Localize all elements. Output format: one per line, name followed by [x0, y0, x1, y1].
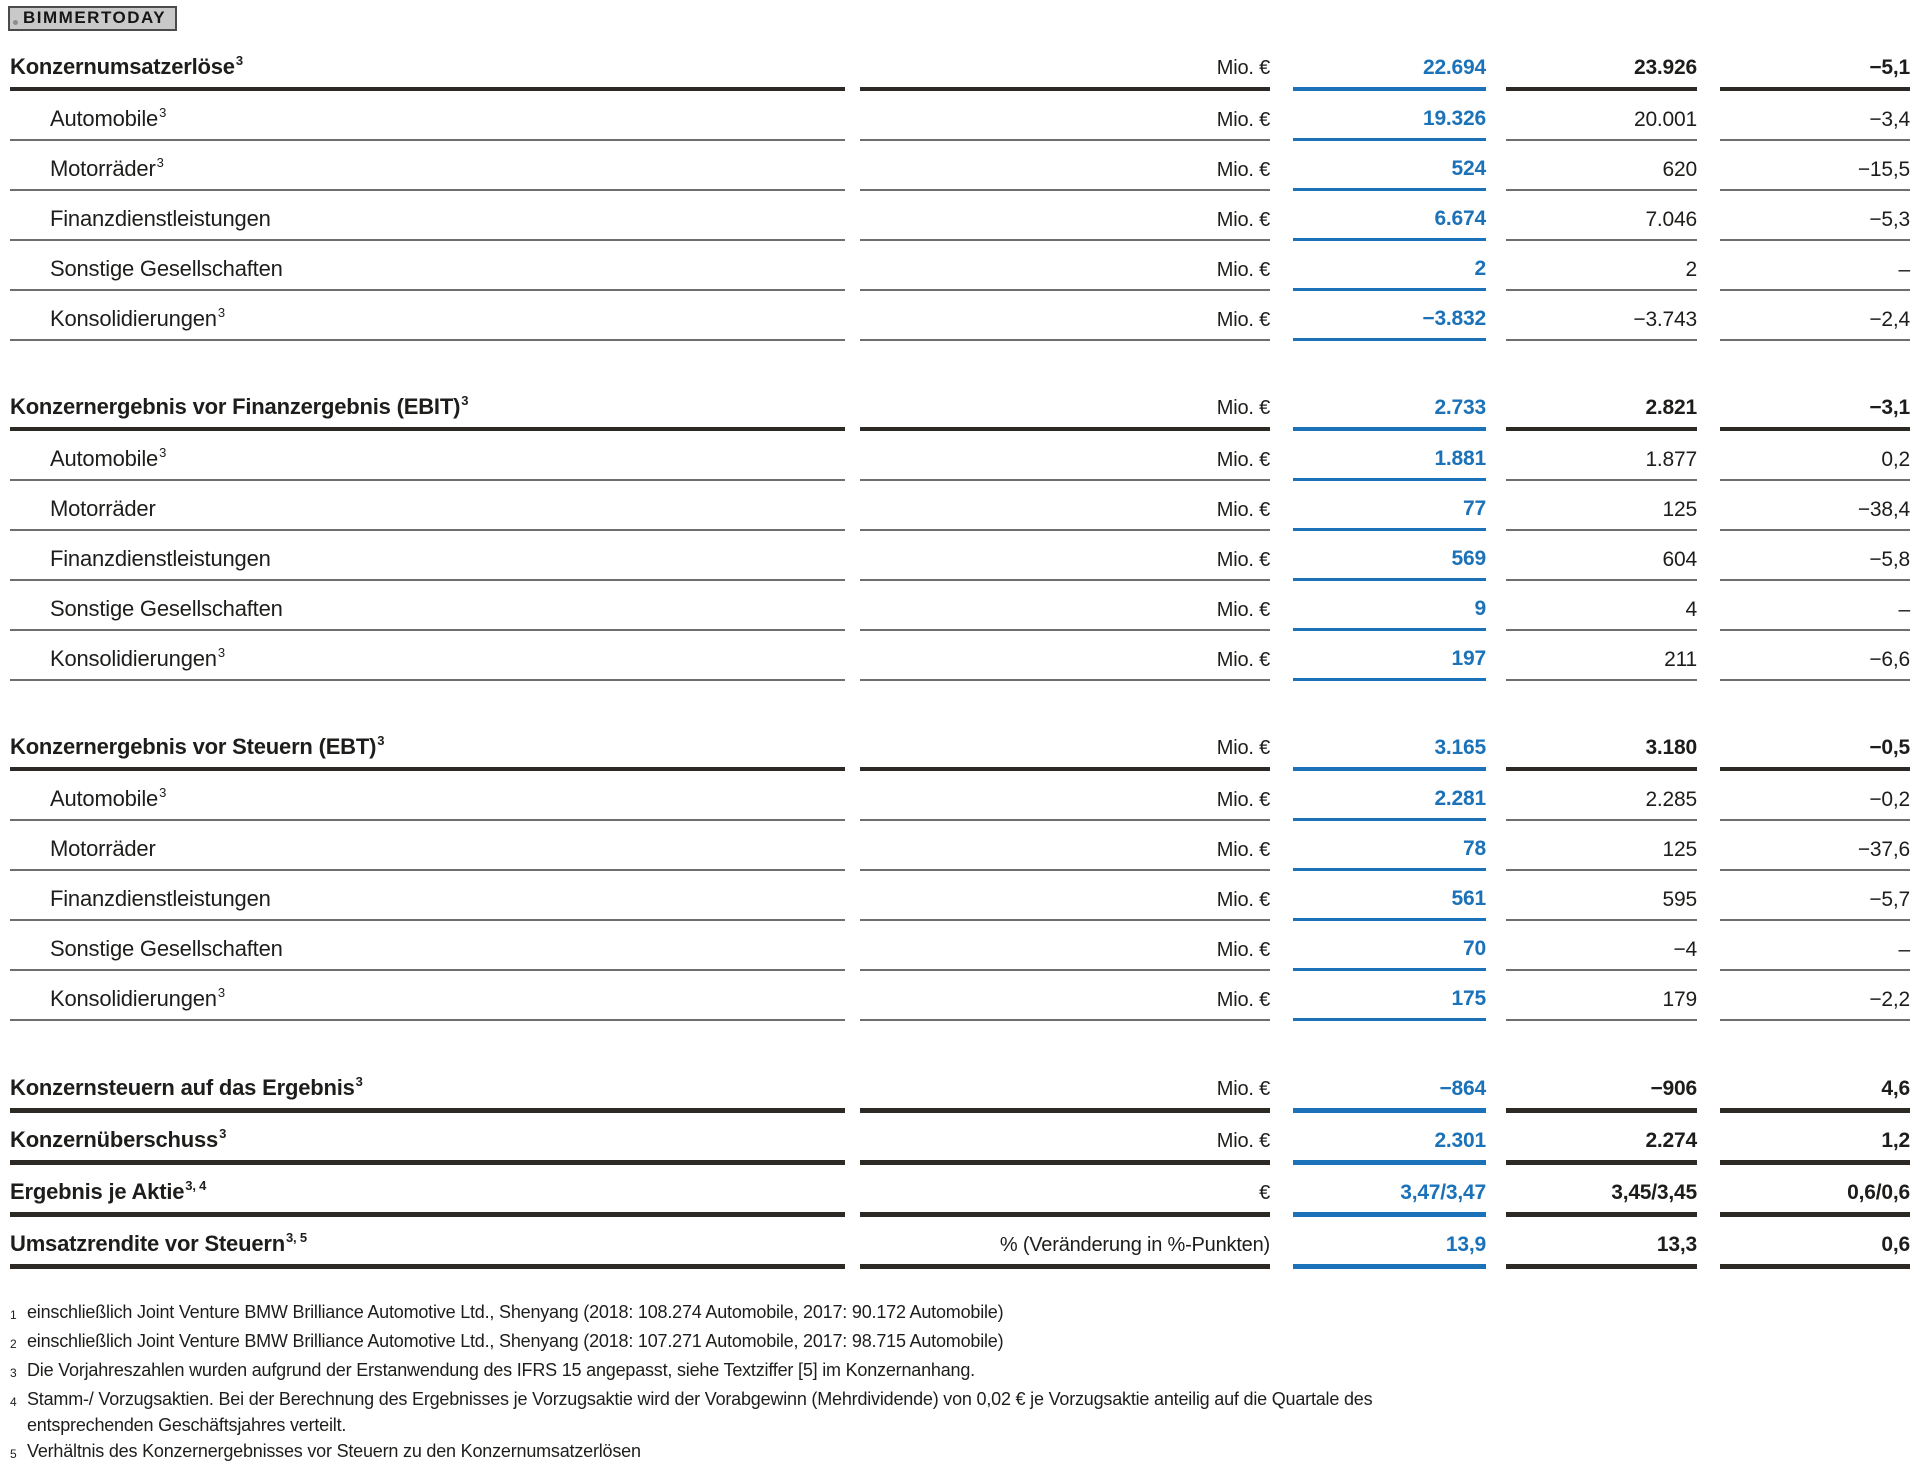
unit-label: Mio. €	[860, 939, 1270, 971]
row-label-cell	[10, 886, 845, 921]
unit-label: Mio. €	[860, 789, 1270, 821]
footnote-text	[27, 1386, 1920, 1438]
table-section	[0, 41, 1920, 341]
row-label: Konzernsteuern auf das Ergebnis	[10, 1075, 355, 1100]
current-value: 2.733	[1293, 396, 1486, 431]
current-value: −864	[1293, 1077, 1486, 1113]
row-label-cell	[10, 256, 845, 291]
change-value: 4,6	[1720, 1077, 1910, 1113]
previous-value: 20.001	[1506, 108, 1697, 141]
previous-value: 3.180	[1506, 736, 1697, 771]
row-label: Sonstige Gesellschaften	[50, 256, 283, 281]
current-value: 70	[1293, 937, 1486, 971]
row-label: Finanzdienstleistungen	[50, 206, 271, 231]
row-label-cell	[10, 936, 845, 971]
unit-label: Mio. €	[860, 159, 1270, 191]
footnote-ref: 3	[217, 644, 225, 660]
previous-value: 2.274	[1506, 1129, 1697, 1165]
row-label: Automobile	[50, 786, 159, 811]
footnote	[10, 1299, 1920, 1328]
previous-value: 2	[1506, 258, 1697, 291]
change-value: −5,8	[1720, 548, 1910, 581]
change-value: –	[1720, 598, 1910, 631]
row-label-cell	[10, 546, 845, 581]
unit-label: Mio. €	[860, 209, 1270, 241]
change-value: –	[1720, 258, 1910, 291]
change-value: –	[1720, 938, 1910, 971]
unit-label: Mio. €	[860, 259, 1270, 291]
previous-value: 620	[1506, 158, 1697, 191]
row-label-cell	[10, 1179, 845, 1217]
unit-label: % (Veränderung in %-Punkten)	[860, 1234, 1270, 1269]
footnote-ref: 3, 5	[285, 1229, 307, 1245]
unit-label: Mio. €	[860, 889, 1270, 921]
current-value: 78	[1293, 837, 1486, 871]
current-value: 569	[1293, 547, 1486, 581]
change-value: 0,6	[1720, 1233, 1910, 1269]
row-label: Ergebnis je Aktie	[10, 1179, 185, 1204]
unit-label: Mio. €	[860, 309, 1270, 341]
footnote-ref: 3	[461, 392, 469, 408]
previous-value: −906	[1506, 1077, 1697, 1113]
footnote-text	[27, 1357, 1920, 1386]
row-label: Sonstige Gesellschaften	[50, 936, 283, 961]
row-label: Motorräder	[50, 156, 156, 181]
change-value: 1,2	[1720, 1129, 1910, 1165]
footnote-text	[27, 1328, 1920, 1357]
table-row	[0, 631, 1920, 681]
current-value: 77	[1293, 497, 1486, 531]
footnote-text	[27, 1438, 1920, 1467]
change-value: −5,3	[1720, 208, 1910, 241]
unit-label: Mio. €	[860, 549, 1270, 581]
current-value: −3.832	[1293, 307, 1486, 341]
footnotes	[0, 1299, 1920, 1467]
change-value: −5,1	[1720, 56, 1910, 91]
row-label-cell	[10, 596, 845, 631]
table-row	[0, 1113, 1920, 1165]
watermark-dot-icon	[13, 20, 18, 25]
unit-label: Mio. €	[860, 397, 1270, 431]
current-value: 175	[1293, 987, 1486, 1021]
row-label-cell	[10, 446, 845, 481]
previous-value: 4	[1506, 598, 1697, 631]
unit-label: Mio. €	[860, 1078, 1270, 1113]
row-label-cell	[10, 394, 845, 431]
table-row	[0, 431, 1920, 481]
footnote-ref: 3	[156, 154, 164, 170]
table-row	[0, 141, 1920, 191]
row-label: Konzernergebnis vor Steuern (EBT)	[10, 734, 377, 759]
footnote-line: einschließlich Joint Venture BMW Brilliance Automotive Ltd., Shenyang (2018: 107.271 Automobile, 2017: 98.715 Automobile)	[27, 1331, 1004, 1351]
change-value: −15,5	[1720, 158, 1910, 191]
current-value: 9	[1293, 597, 1486, 631]
current-value: 2	[1293, 257, 1486, 291]
previous-value: 23.926	[1506, 56, 1697, 91]
previous-value: 1.877	[1506, 448, 1697, 481]
previous-value: 13,3	[1506, 1233, 1697, 1269]
previous-value: −3.743	[1506, 308, 1697, 341]
row-label: Automobile	[50, 446, 159, 471]
previous-value: 125	[1506, 838, 1697, 871]
table-row	[0, 871, 1920, 921]
previous-value: 179	[1506, 988, 1697, 1021]
current-value: 2.301	[1293, 1129, 1486, 1165]
row-label-cell	[10, 496, 845, 531]
previous-value: 7.046	[1506, 208, 1697, 241]
watermark-text: BIMMERTODAY	[23, 8, 167, 27]
change-value: −6,6	[1720, 648, 1910, 681]
row-label: Konsolidierungen	[50, 306, 217, 331]
footnote	[10, 1438, 1920, 1467]
previous-value: 125	[1506, 498, 1697, 531]
table-row	[0, 1217, 1920, 1269]
change-value: −2,2	[1720, 988, 1910, 1021]
footnote-line: Die Vorjahreszahlen wurden aufgrund der Erstanwendung des IFRS 15 angepasst, siehe Textziffer [5] im Konzernanhang.	[27, 1360, 975, 1380]
current-value: 2.281	[1293, 787, 1486, 821]
footnote-ref: 3	[355, 1073, 363, 1089]
footnote-number: 3	[10, 1366, 17, 1380]
row-label-cell	[10, 1127, 845, 1165]
previous-value: 211	[1506, 648, 1697, 681]
row-label-cell	[10, 206, 845, 241]
table-row	[0, 1165, 1920, 1217]
change-value: −3,4	[1720, 108, 1910, 141]
table-row	[0, 381, 1920, 431]
change-value: 0,6/0,6	[1720, 1181, 1910, 1217]
row-label-cell	[10, 986, 845, 1021]
row-label-cell	[10, 1075, 845, 1113]
change-value: −0,5	[1720, 736, 1910, 771]
change-value: −2,4	[1720, 308, 1910, 341]
table-row	[0, 921, 1920, 971]
footnote-line: einschließlich Joint Venture BMW Brilliance Automotive Ltd., Shenyang (2018: 108.274 Automobile, 2017: 90.172 Automobile)	[27, 1302, 1004, 1322]
table-row	[0, 41, 1920, 91]
current-value: 561	[1293, 887, 1486, 921]
footnote-number: 2	[10, 1337, 17, 1351]
change-value: −0,2	[1720, 788, 1910, 821]
row-label-cell	[10, 106, 845, 141]
row-label-cell	[10, 734, 845, 771]
watermark-badge	[8, 6, 177, 31]
table-row	[0, 1061, 1920, 1113]
row-label: Konzernergebnis vor Finanzergebnis (EBIT)	[10, 394, 461, 419]
summary-section	[0, 1061, 1920, 1269]
current-value: 6.674	[1293, 207, 1486, 241]
table-section	[0, 381, 1920, 681]
footnote-number: 5	[10, 1447, 17, 1461]
unit-label: Mio. €	[860, 57, 1270, 91]
row-label: Finanzdienstleistungen	[50, 546, 271, 571]
row-label-cell	[10, 1231, 845, 1269]
footnote-ref: 3, 4	[185, 1177, 207, 1193]
footnote-ref: 3	[159, 784, 167, 800]
table-row	[0, 721, 1920, 771]
current-value: 197	[1293, 647, 1486, 681]
change-value: 0,2	[1720, 448, 1910, 481]
unit-label: Mio. €	[860, 737, 1270, 771]
footnote	[10, 1328, 1920, 1357]
unit-label: €	[860, 1182, 1270, 1217]
change-value: −38,4	[1720, 498, 1910, 531]
previous-value: 2.821	[1506, 396, 1697, 431]
table-row	[0, 481, 1920, 531]
table-row	[0, 291, 1920, 341]
previous-value: 3,45/3,45	[1506, 1181, 1697, 1217]
footnote	[10, 1357, 1920, 1386]
footnote-text	[27, 1299, 1920, 1328]
current-value: 1.881	[1293, 447, 1486, 481]
row-label: Motorräder	[50, 836, 156, 861]
current-value: 3,47/3,47	[1293, 1181, 1486, 1217]
row-label-cell	[10, 646, 845, 681]
unit-label: Mio. €	[860, 649, 1270, 681]
footnote-ref: 3	[377, 732, 385, 748]
change-value: −3,1	[1720, 396, 1910, 431]
row-label: Konsolidierungen	[50, 646, 217, 671]
footnote-ref: 3	[219, 1125, 227, 1141]
unit-label: Mio. €	[860, 599, 1270, 631]
row-label: Konsolidierungen	[50, 986, 217, 1011]
row-label: Motorräder	[50, 496, 156, 521]
unit-label: Mio. €	[860, 989, 1270, 1021]
current-value: 3.165	[1293, 736, 1486, 771]
row-label-cell	[10, 54, 845, 91]
footnote-line: entsprechenden Geschäftsjahres verteilt.	[27, 1415, 347, 1435]
unit-label: Mio. €	[860, 499, 1270, 531]
table-row	[0, 531, 1920, 581]
table-row	[0, 91, 1920, 141]
current-value: 22.694	[1293, 56, 1486, 91]
footnote-ref: 3	[159, 444, 167, 460]
table-section	[0, 721, 1920, 1021]
previous-value: 604	[1506, 548, 1697, 581]
footnote-line: Verhältnis des Konzernergebnisses vor Steuern zu den Konzernumsatzerlösen	[27, 1441, 641, 1461]
row-label: Konzernumsatzerlöse	[10, 54, 235, 79]
footnote-ref: 3	[159, 104, 167, 120]
table-row	[0, 971, 1920, 1021]
unit-label: Mio. €	[860, 449, 1270, 481]
row-label-cell	[10, 786, 845, 821]
change-value: −5,7	[1720, 888, 1910, 921]
row-label: Finanzdienstleistungen	[50, 886, 271, 911]
table-row	[0, 191, 1920, 241]
row-label: Umsatzrendite vor Steuern	[10, 1231, 285, 1256]
footnote-ref: 3	[217, 984, 225, 1000]
current-value: 19.326	[1293, 107, 1486, 141]
table-row	[0, 241, 1920, 291]
row-label-cell	[10, 306, 845, 341]
previous-value: −4	[1506, 938, 1697, 971]
footnote-line: Stamm-/ Vorzugsaktien. Bei der Berechnung des Ergebnisses je Vorzugsaktie wird der Vorabgewinn (Mehrdividende) von 0,02 € je Vorzugsaktie anteilig auf die Quartale des	[27, 1389, 1373, 1409]
previous-value: 2.285	[1506, 788, 1697, 821]
unit-label: Mio. €	[860, 839, 1270, 871]
row-label: Automobile	[50, 106, 159, 131]
row-label-cell	[10, 836, 845, 871]
table-row	[0, 771, 1920, 821]
unit-label: Mio. €	[860, 1130, 1270, 1165]
unit-label: Mio. €	[860, 109, 1270, 141]
previous-value: 595	[1506, 888, 1697, 921]
financial-table	[0, 41, 1920, 1269]
change-value: −37,6	[1720, 838, 1910, 871]
row-label: Konzernüberschuss	[10, 1127, 219, 1152]
footnote-number: 1	[10, 1308, 17, 1322]
footnote-number: 4	[10, 1395, 17, 1409]
footnote-ref: 3	[217, 304, 225, 320]
row-label-cell	[10, 156, 845, 191]
table-row	[0, 581, 1920, 631]
table-row	[0, 821, 1920, 871]
row-label: Sonstige Gesellschaften	[50, 596, 283, 621]
footnote-ref: 3	[235, 52, 243, 68]
current-value: 13,9	[1293, 1233, 1486, 1269]
footnote	[10, 1386, 1920, 1438]
current-value: 524	[1293, 157, 1486, 191]
